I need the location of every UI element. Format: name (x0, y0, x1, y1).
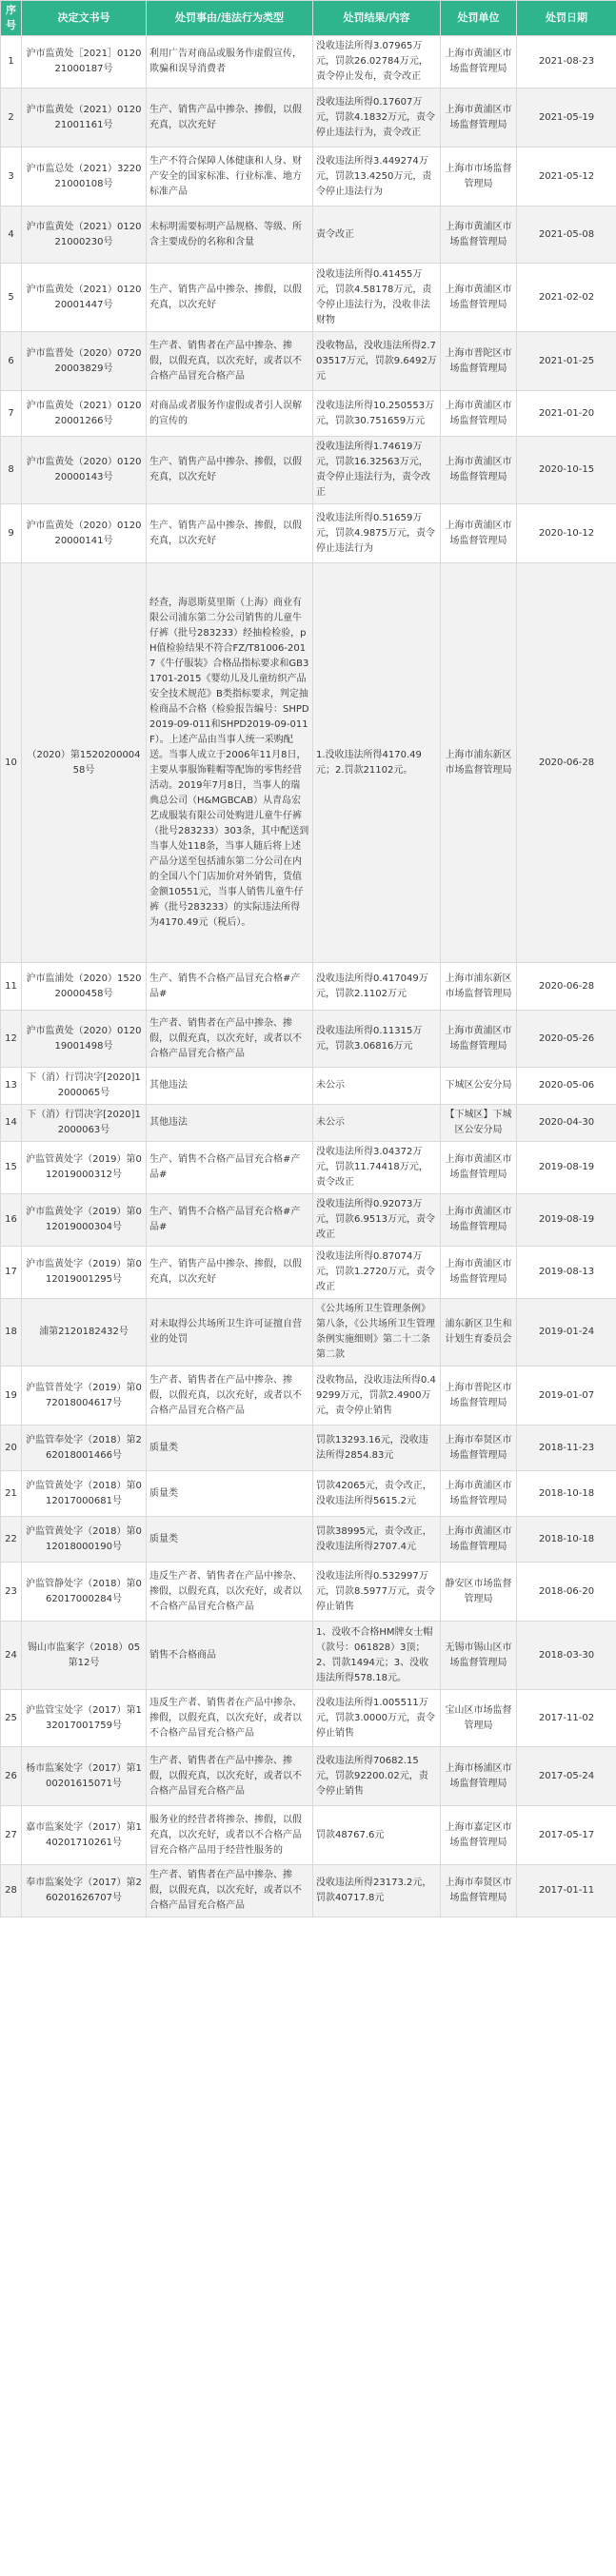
penalty-unit: 静安区市场监督管理局 (441, 1563, 517, 1622)
document-number: 沪监管黄处字（2018）第012017000681号 (22, 1471, 147, 1517)
table-row (1, 206, 616, 264)
document-number: 锡山市监案字（2018）05第12号 (22, 1622, 147, 1690)
row-index: 11 (1, 963, 22, 1011)
table-row (1, 1690, 616, 1747)
header-penalty-date: 处罚日期 (517, 1, 616, 36)
penalty-result: 没收违法所得0.87074万元，罚款1.2720万元，责令改正 (313, 1247, 441, 1299)
penalty-date: 2021-05-19 (517, 88, 616, 147)
row-index: 3 (1, 147, 22, 206)
violation-type: 服务业的经营者将掺杂、掺假，以假充真，以次充好，或者以不合格产品冒充合格产品用于经营性服务的 (147, 1806, 313, 1865)
document-number: 沪市监黄处（2020）012020000143号 (22, 437, 147, 504)
row-index: 21 (1, 1471, 22, 1517)
header-penalty-result: 处罚结果/内容 (313, 1, 441, 36)
table-row (1, 1471, 616, 1517)
penalty-result: 罚款13293.16元，没收违法所得2854.83元 (313, 1426, 441, 1471)
violation-type: 生产者、销售者在产品中掺杂、掺假，以假充真，以次充好，或者以不合格产品冒充合格产品 (147, 1011, 313, 1068)
row-index: 16 (1, 1194, 22, 1247)
violation-type: 生产、销售产品中掺杂、掺假，以假充真，以次充好 (147, 1247, 313, 1299)
penalty-date: 2018-06-20 (517, 1563, 616, 1622)
penalty-result: 没收违法所得0.417049万元，罚款2.1102万元 (313, 963, 441, 1011)
penalty-result: 1、没收不合格HM牌女士帽（款号：061828）3顶；2、罚款1494元；3、没收违法所得578.18元。 (313, 1622, 441, 1690)
violation-type: 生产者、销售者在产品中掺杂、掺假，以假充真，以次充好，或者以不合格产品冒充合格产品 (147, 1367, 313, 1426)
table-row (1, 1806, 616, 1865)
violation-type: 生产不符合保障人体健康和人身、财产安全的国家标准、行业标准、地方标准产品 (147, 147, 313, 206)
penalty-unit: 上海市黄浦区市场监督管理局 (441, 1011, 517, 1068)
penalty-date: 2021-05-08 (517, 206, 616, 264)
violation-type: 质量类 (147, 1426, 313, 1471)
table-row (1, 1426, 616, 1471)
row-index: 13 (1, 1068, 22, 1105)
penalty-unit: 上海市奉贤区市场监督管理局 (441, 1426, 517, 1471)
row-index: 14 (1, 1105, 22, 1142)
penalty-result: 《公共场所卫生管理条例》第八条，《公共场所卫生管理条例实施细则》第二十二条第二款 (313, 1299, 441, 1367)
row-index: 19 (1, 1367, 22, 1426)
violation-type: 生产、销售不合格产品冒充合格#产品# (147, 1142, 313, 1194)
penalty-date: 2021-01-25 (517, 332, 616, 391)
table-row (1, 332, 616, 391)
table-row (1, 147, 616, 206)
table-header (1, 1, 616, 36)
penalty-unit: 下城区公安分局 (441, 1068, 517, 1105)
table-row (1, 1563, 616, 1622)
violation-type: 生产、销售产品中掺杂、掺假，以假充真，以次充好 (147, 504, 313, 563)
penalty-date: 2020-06-28 (517, 563, 616, 963)
row-index: 20 (1, 1426, 22, 1471)
penalty-result: 没收违法所得0.92073万元，罚款6.9513万元，责令改正 (313, 1194, 441, 1247)
penalty-result: 没收违法所得3.449274万元，罚款13.4250万元，责令停止违法行为 (313, 147, 441, 206)
violation-type: 对未取得公共场所卫生许可证擅自营业的处罚 (147, 1299, 313, 1367)
document-number: 下（消）行罚决字[2020]12000065号 (22, 1068, 147, 1105)
violation-type: 其他违法 (147, 1105, 313, 1142)
table-row (1, 264, 616, 332)
violation-type: 生产者、销售者在产品中掺杂、掺假，以假充真，以次充好，或者以不合格产品冒充合格产品 (147, 1865, 313, 1917)
penalty-result: 没收违法所得0.11315万元，罚款3.06816万元 (313, 1011, 441, 1068)
penalty-unit: 上海市普陀区市场监督管理局 (441, 332, 517, 391)
document-number: 沪监管黄处字（2019）第012019000312号 (22, 1142, 147, 1194)
penalty-date: 2021-02-02 (517, 264, 616, 332)
penalty-result: 责令改正 (313, 206, 441, 264)
table-row (1, 88, 616, 147)
row-index: 15 (1, 1142, 22, 1194)
row-index: 8 (1, 437, 22, 504)
penalty-result: 没收违法所得0.41455万元，罚款4.58178万元，责令停止违法行为，没收非法财物 (313, 264, 441, 332)
penalty-result: 没收违法所得0.17607万元，罚款4.1832万元，责令停止违法行为，责令改正 (313, 88, 441, 147)
table-body (1, 36, 616, 1917)
row-index: 10 (1, 563, 22, 963)
penalty-date: 2018-10-18 (517, 1471, 616, 1517)
row-index: 1 (1, 36, 22, 88)
penalty-unit: 上海市黄浦区市场监督管理局 (441, 88, 517, 147)
penalty-date: 2018-11-23 (517, 1426, 616, 1471)
violation-type: 质量类 (147, 1471, 313, 1517)
penalty-unit: 无锡市锡山区市场监督管理局 (441, 1622, 517, 1690)
table-row (1, 391, 616, 437)
penalty-result: 没收违法所得1.74619万元，罚款16.32563万元，责令停止违法行为，责令改正 (313, 437, 441, 504)
document-number: 浦第2120182432号 (22, 1299, 147, 1367)
penalty-result: 没收违法所得3.07965万元，罚款26.02784万元，责令停止发布，责令改正 (313, 36, 441, 88)
table-row (1, 1105, 616, 1142)
penalty-date: 2019-01-07 (517, 1367, 616, 1426)
penalty-date: 2020-05-26 (517, 1011, 616, 1068)
header-penalty-unit: 处罚单位 (441, 1, 517, 36)
table-row (1, 1068, 616, 1105)
row-index: 24 (1, 1622, 22, 1690)
table-row (1, 1367, 616, 1426)
violation-type: 利用广告对商品或服务作虚假宣传，欺骗和误导消费者 (147, 36, 313, 88)
penalty-date: 2017-11-02 (517, 1690, 616, 1747)
document-number: 沪市监总处（2021）322021000108号 (22, 147, 147, 206)
row-index: 2 (1, 88, 22, 147)
table-row (1, 1517, 616, 1563)
table-row (1, 1747, 616, 1806)
document-number: （2020）第152020000458号 (22, 563, 147, 963)
penalty-unit: 上海市黄浦区市场监督管理局 (441, 504, 517, 563)
document-number: 沪市监黄处（2021）012020001266号 (22, 391, 147, 437)
table-row (1, 504, 616, 563)
penalty-date: 2019-08-13 (517, 1247, 616, 1299)
table-row (1, 1299, 616, 1367)
document-number: 沪监管黄处字（2018）第012018000190号 (22, 1517, 147, 1563)
penalty-result: 1.没收违法所得4170.49元；2.罚款21102元。 (313, 563, 441, 963)
penalty-result: 罚款42065元，责令改正，没收违法所得5615.2元 (313, 1471, 441, 1517)
row-index: 27 (1, 1806, 22, 1865)
penalty-unit: 上海市黄浦区市场监督管理局 (441, 391, 517, 437)
penalty-result: 没收违法所得0.51659万元，罚款4.9875万元，责令停止违法行为 (313, 504, 441, 563)
penalty-result: 未公示 (313, 1105, 441, 1142)
table-row (1, 1247, 616, 1299)
penalty-unit: 上海市浦东新区市场监督管理局 (441, 563, 517, 963)
row-index: 25 (1, 1690, 22, 1747)
violation-type: 生产、销售不合格产品冒充合格#产品# (147, 1194, 313, 1247)
document-number: 沪市监普处（2020）072020003829号 (22, 332, 147, 391)
penalty-date: 2017-05-24 (517, 1747, 616, 1806)
document-number: 沪市监黄处（2021）012020001447号 (22, 264, 147, 332)
row-index: 9 (1, 504, 22, 563)
header-index: 序号 (1, 1, 22, 36)
penalty-result: 罚款38995元，责令改正，没收违法所得2707.4元 (313, 1517, 441, 1563)
penalty-unit: 上海市奉贤区市场监督管理局 (441, 1865, 517, 1917)
penalty-result: 未公示 (313, 1068, 441, 1105)
penalty-unit: 上海市杨浦区市场监督管理局 (441, 1747, 517, 1806)
table-row (1, 1011, 616, 1068)
table-row (1, 963, 616, 1011)
table-row (1, 1194, 616, 1247)
violation-type: 生产者、销售者在产品中掺杂、掺假，以假充真，以次充好，或者以不合格产品冒充合格产品 (147, 332, 313, 391)
penalty-date: 2017-01-11 (517, 1865, 616, 1917)
penalty-unit: 上海市普陀区市场监督管理局 (441, 1367, 517, 1426)
penalty-date: 2020-10-15 (517, 437, 616, 504)
document-number: 沪监管宝处字（2017）第132017001759号 (22, 1690, 147, 1747)
violation-type: 未标明需要标明产品规格、等级、所含主要成份的名称和含量 (147, 206, 313, 264)
penalty-unit: 上海市黄浦区市场监督管理局 (441, 1142, 517, 1194)
penalty-result: 没收违法所得0.532997万元，罚款8.5977万元，责令停止销售 (313, 1563, 441, 1622)
violation-type: 生产、销售不合格产品冒充合格#产品# (147, 963, 313, 1011)
document-number: 下（消）行罚决字[2020]12000063号 (22, 1105, 147, 1142)
penalty-unit: 上海市黄浦区市场监督管理局 (441, 36, 517, 88)
table-row (1, 36, 616, 88)
header-violation-type: 处罚事由/违法行为类型 (147, 1, 313, 36)
violation-type: 生产、销售产品中掺杂、掺假，以假充真，以次充好 (147, 264, 313, 332)
penalty-unit: 上海市黄浦区市场监督管理局 (441, 1471, 517, 1517)
penalty-date: 2020-04-30 (517, 1105, 616, 1142)
row-index: 22 (1, 1517, 22, 1563)
document-number: 沪监管奉处字（2018）第262018001466号 (22, 1426, 147, 1471)
row-index: 6 (1, 332, 22, 391)
penalty-result: 没收违法所得10.250553万元，罚款30.751659万元 (313, 391, 441, 437)
violation-type: 生产者、销售者在产品中掺杂、掺假，以假充真，以次充好，或者以不合格产品冒充合格产品 (147, 1747, 313, 1806)
penalty-date: 2018-03-30 (517, 1622, 616, 1690)
table-row (1, 563, 616, 963)
row-index: 23 (1, 1563, 22, 1622)
violation-type: 违反生产者、销售者在产品中掺杂、掺假，以假充真，以次充好，或者以不合格产品冒充合格产品 (147, 1690, 313, 1747)
violation-type: 其他违法 (147, 1068, 313, 1105)
document-number: 沪市监黄处字（2019）第012019000304号 (22, 1194, 147, 1247)
penalty-unit: 上海市黄浦区市场监督管理局 (441, 1517, 517, 1563)
document-number: 沪市监黄处（2021）012021000230号 (22, 206, 147, 264)
row-index: 5 (1, 264, 22, 332)
penalty-date: 2020-05-06 (517, 1068, 616, 1105)
penalty-unit: 浦东新区卫生和计划生育委员会 (441, 1299, 517, 1367)
penalty-unit: 上海市黄浦区市场监督管理局 (441, 264, 517, 332)
penalty-result: 罚款48767.6元 (313, 1806, 441, 1865)
document-number: 沪市监浦处（2020）152020000458号 (22, 963, 147, 1011)
penalty-result: 没收违法所得70682.15元，罚款92200.02元，责令停止销售 (313, 1747, 441, 1806)
penalty-unit: 宝山区市场监督管理局 (441, 1690, 517, 1747)
penalty-date: 2017-05-17 (517, 1806, 616, 1865)
violation-type: 质量类 (147, 1517, 313, 1563)
penalty-date: 2020-10-12 (517, 504, 616, 563)
row-index: 26 (1, 1747, 22, 1806)
document-number: 杨市监案处字（2017）第100201615071号 (22, 1747, 147, 1806)
document-number: 嘉市监案处字（2017）第140201710261号 (22, 1806, 147, 1865)
penalty-date: 2020-06-28 (517, 963, 616, 1011)
document-number: 沪市监黄处字（2019）第012019001295号 (22, 1247, 147, 1299)
document-number: 沪监管静处字（2018）第062017000284号 (22, 1563, 147, 1622)
penalty-result: 没收违法所得23173.2元，罚款40717.8元 (313, 1865, 441, 1917)
penalty-unit: 上海市黄浦区市场监督管理局 (441, 1194, 517, 1247)
penalty-date: 2018-10-18 (517, 1517, 616, 1563)
penalty-result: 没收违法所得1.005511万元，罚款3.0000万元，责令停止销售 (313, 1690, 441, 1747)
violation-type: 对商品或者服务作虚假或者引人误解的宣传的 (147, 391, 313, 437)
row-index: 7 (1, 391, 22, 437)
penalty-date: 2021-05-12 (517, 147, 616, 206)
penalty-date: 2019-01-24 (517, 1299, 616, 1367)
document-number: 沪市监黄处（2021）012021001161号 (22, 88, 147, 147)
penalty-date: 2019-08-19 (517, 1142, 616, 1194)
penalty-result: 没收物品，没收违法所得2.703517万元，罚款9.6492万元 (313, 332, 441, 391)
penalty-unit: 上海市黄浦区市场监督管理局 (441, 1247, 517, 1299)
penalty-date: 2021-08-23 (517, 36, 616, 88)
violation-type: 生产、销售产品中掺杂、掺假，以假充真，以次充好 (147, 88, 313, 147)
penalty-date: 2021-01-20 (517, 391, 616, 437)
table-row (1, 1622, 616, 1690)
row-index: 17 (1, 1247, 22, 1299)
penalty-unit: 上海市黄浦区市场监督管理局 (441, 206, 517, 264)
document-number: 奉市监案处字（2017）第260201626707号 (22, 1865, 147, 1917)
penalty-unit: 上海市嘉定区市场监督管理局 (441, 1806, 517, 1865)
table-row (1, 1865, 616, 1917)
penalty-unit: 上海市市场监督管理局 (441, 147, 517, 206)
document-number: 沪市监黄处（2020）012020000141号 (22, 504, 147, 563)
row-index: 12 (1, 1011, 22, 1068)
penalty-unit: 上海市浦东新区市场监督管理局 (441, 963, 517, 1011)
table-row (1, 1142, 616, 1194)
penalty-unit: 【下城区】下城区公安分局 (441, 1105, 517, 1142)
row-index: 28 (1, 1865, 22, 1917)
row-index: 18 (1, 1299, 22, 1367)
penalty-result: 没收违法所得3.04372万元，罚款11.74418万元，责令改正 (313, 1142, 441, 1194)
penalty-result: 没收物品，没收违法所得0.49299万元，罚款2.4900万元，责令停止销售 (313, 1367, 441, 1426)
document-number: 沪市监黄处［2021］012021000187号 (22, 36, 147, 88)
violation-type: 销售不合格商品 (147, 1622, 313, 1690)
violation-type: 生产、销售产品中掺杂、掺假，以假充真，以次充好 (147, 437, 313, 504)
document-number: 沪市监黄处（2020）012019001498号 (22, 1011, 147, 1068)
violation-type: 经查，海恩斯莫里斯（上海）商业有限公司浦东第二分公司销售的儿童牛仔裤（批号283233）经抽检检验，pH值检验结果不符合FZ/T81006-2017《牛仔服装》合格品指标要求和GB31701-2015《婴幼儿及儿童纺织产品安全技术规范》B类指标要求，判定抽检商品不合格（检验报告编号：SHPD2019-09-011和SHPD2019-09-011F）。上述产品由当事人统一采购配送。当事人成立于2006年11月8日，主要从事服饰鞋帽等配饰的零售经营活动。2019年7月8日，当事人的瑞典总公司（H&MGBCAB）从青岛宏艺成服装有限公司处购进儿童牛仔裤（批号283233）303条，其中配送到当事人处118条，当事人随后将上述产品分送至包括浦东第二分公司在内的全国八个门店加价对外销售，货值金额10551元，当事人销售儿童牛仔裤（批号283233）的实际违法所得为4170.49元（税后）。 (147, 563, 313, 963)
document-number: 沪监管普处字（2019）第072018004617号 (22, 1367, 147, 1426)
violation-type: 违反生产者、销售者在产品中掺杂、掺假，以假充真，以次充好，或者以不合格产品冒充合格产品 (147, 1563, 313, 1622)
header-document-number: 决定文书号 (22, 1, 147, 36)
table-row (1, 437, 616, 504)
penalty-unit: 上海市黄浦区市场监督管理局 (441, 437, 517, 504)
row-index: 4 (1, 206, 22, 264)
penalty-date: 2019-08-19 (517, 1194, 616, 1247)
